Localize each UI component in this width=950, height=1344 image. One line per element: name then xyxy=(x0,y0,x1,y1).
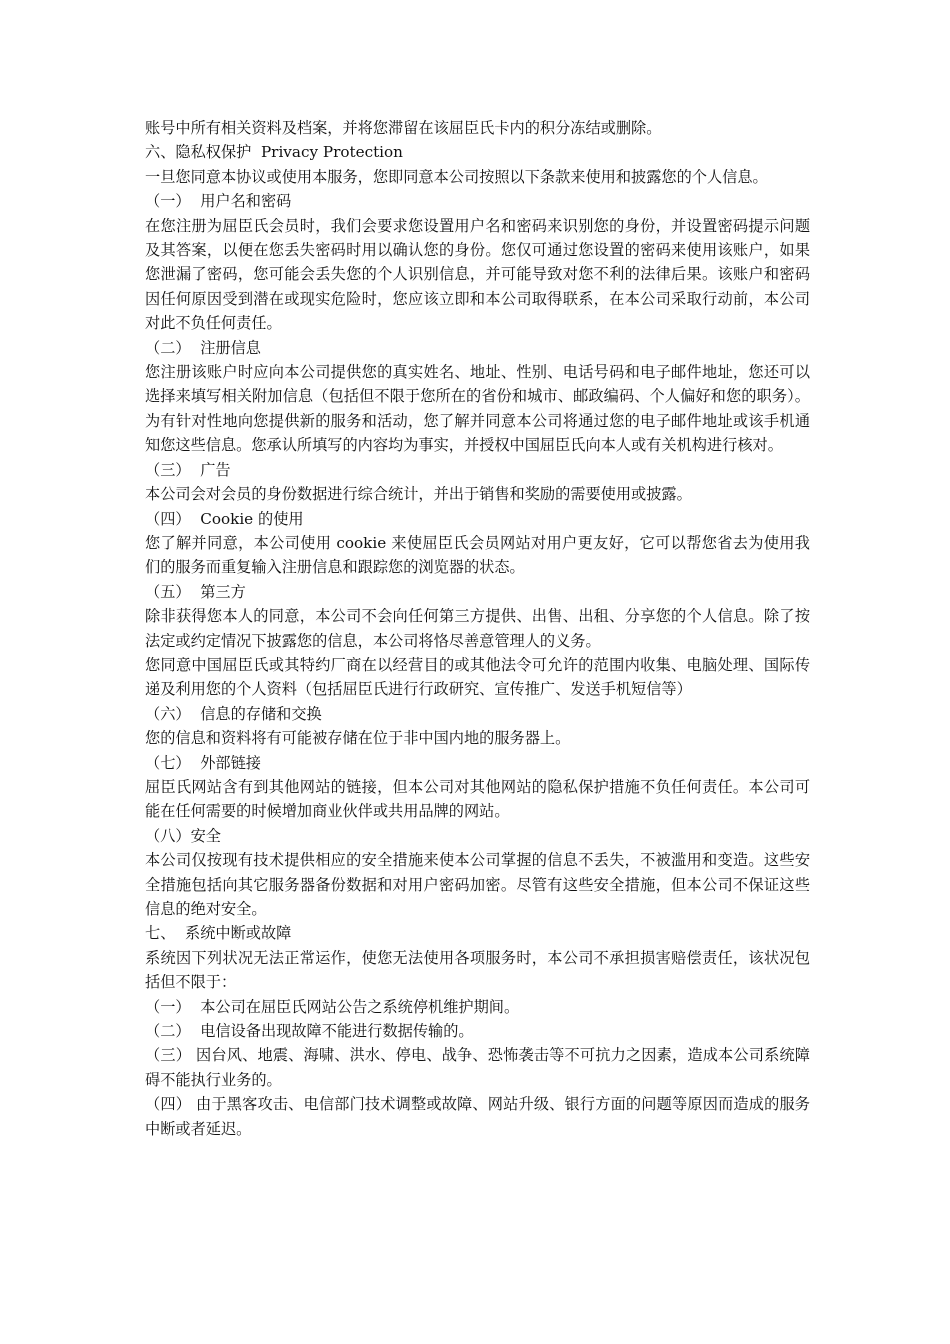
paragraph: 本公司会对会员的身份数据进行综合统计，并出于销售和奖励的需要使用或披露。 xyxy=(145,485,692,504)
list-item: （三） 因台风、地震、海啸、洪水、停电、战争、恐怖袭击等不可抗力之因素，造成本公司系统障碍不能执行业务的。 xyxy=(145,1046,810,1089)
subsection-heading: （四） Cookie 的使用 xyxy=(145,509,304,528)
subsection-heading: （六） 信息的存储和交换 xyxy=(145,704,322,723)
list-item: （二） 电信设备出现故障不能进行数据传输的。 xyxy=(145,1022,474,1041)
paragraph: 您的信息和资料将有可能被存储在位于非中国内地的服务器上。 xyxy=(145,729,571,748)
subsection-heading: （一） 用户名和密码 xyxy=(145,192,292,211)
section-heading-system: 七、 系统中断或故障 xyxy=(145,924,292,943)
paragraph: 账号中所有相关资料及档案，并将您滞留在该屈臣氏卡内的积分冻结或删除。 xyxy=(145,119,662,137)
paragraph: 您了解并同意，本公司使用 cookie 来使屈臣氏会员网站对用户更友好，它可以帮您省去为使用我们的服务而重复输入注册信息和跟踪您的浏览器的状态。 xyxy=(145,533,810,577)
list-item: （四） 由于黑客攻击、电信部门技术调整或故障、网站升级、银行方面的问题等原因而造成的服务中断或者延迟。 xyxy=(145,1095,810,1138)
subsection-heading: （七） 外部链接 xyxy=(145,753,261,772)
paragraph: 除非获得您本人的同意，本公司不会向任何第三方提供、出售、出租、分享您的个人信息。除了按法定或约定情况下披露您的信息，本公司将恪尽善意管理人的义务。 xyxy=(145,607,810,650)
paragraph: 一旦您同意本协议或使用本服务，您即同意本公司按照以下条款来使用和披露您的个人信息。 xyxy=(145,167,768,186)
document-page xyxy=(145,116,810,1141)
paragraph: 您注册该账户时应向本公司提供您的真实姓名、地址、性别、电话号码和电子邮件地址，您还可以选择来填写相关附加信息（包括但不限于您所在的省份和城市、邮政编码、个人偏好和您的职务）。为有针对性地向您提供新的服务和活动，您了解并同意本公司将通过您的电子邮件地址或该手机通知您这些信息。您承认所填写的内容均为事实，并授权中国屈臣氏向本人或有关机构进行核对。 xyxy=(145,363,810,455)
paragraph: 本公司仅按现有技术提供相应的安全措施来使本公司掌握的信息不丢失，不被滥用和变造。这些安全措施包括向其它服务器备份数据和对用户密码加密。尽管有这些安全措施，但本公司不保证这些信息的绝对安全。 xyxy=(145,851,810,918)
subsection-heading: （五） 第三方 xyxy=(145,582,246,601)
list-item: （一） 本公司在屈臣氏网站公告之系统停机维护期间。 xyxy=(145,997,520,1016)
subsection-heading: （八）安全 xyxy=(145,826,221,845)
section-heading-privacy: 六、隐私权保护 Privacy Protection xyxy=(145,143,403,162)
subsection-heading: （三） 广告 xyxy=(145,460,231,479)
paragraph: 系统因下列状况无法正常运作，使您无法使用各项服务时，本公司不承担损害赔偿责任，该状况包括但不限于： xyxy=(145,948,810,992)
subsection-heading: （二） 注册信息 xyxy=(145,338,261,357)
paragraph: 您同意中国屈臣氏或其特约厂商在以经营目的或其他法令可允许的范围内收集、电脑处理、国际传递及利用您的个人资料（包括屈臣氏进行行政研究、宣传推广、发送手机短信等） xyxy=(145,655,810,699)
paragraph: 在您注册为屈臣氏会员时，我们会要求您设置用户名和密码来识别您的身份，并设置密码提示问题及其答案，以便在您丢失密码时用以确认您的身份。您仅可通过您设置的密码来使用该账户，如果您泄漏了密码，您可能会丢失您的个人识别信息，并可能导致对您不利的法律后果。该账户和密码因任何原因受到潜在或现实危险时，您应该立即和本公司取得联系，在本公司采取行动前，本公司对此不负任何责任。 xyxy=(145,216,810,333)
paragraph: 屈臣氏网站含有到其他网站的链接，但本公司对其他网站的隐私保护措施不负任何责任。本公司可能在任何需要的时候增加商业伙伴或共用品牌的网站。 xyxy=(145,777,810,821)
